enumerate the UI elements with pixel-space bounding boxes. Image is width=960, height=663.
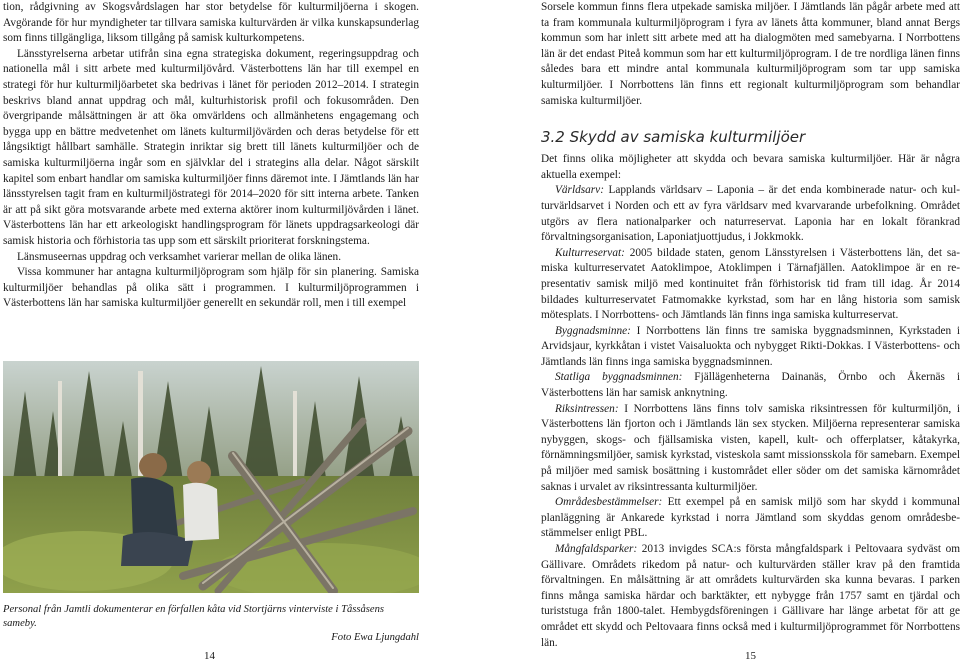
list-item xyxy=(541,542,960,651)
caption-text: Personal från Jamtli dokumenterar en förfallen kåta vid Stortjärns vinterviste i Tåssåsens sameby. xyxy=(3,604,385,629)
section-heading: 3.2 Skydd av samiska kulturmiljöer xyxy=(541,128,806,147)
item-term: Riksintressen: xyxy=(555,402,619,415)
item-text: 2005 bildade staten, genom Länsstyrelsen i Västerbottens län, det samiska kulturreservatet Aatoklimpoe, Atoklimpen i Tärnafjällen. Aatoklimpoe är en representativ samisk miljö med kontinuitet från förhistorisk tid fram till idag. År 2014 bildades kulturreservatet Fatmomakke kyrkstad, som har en lång historia som samisk mötesplats. I Norrbottens- och Jämtlands län finns inga samiska kulturreservat. xyxy=(541,246,960,322)
page-number-right: 15 xyxy=(745,650,756,662)
paragraph: Det finns olika möjligheter att skydda och bevara samiska kulturmiljöer. Här är några aktuella exempel: xyxy=(541,153,960,181)
item-text: Fjällägenheterna Dainanäs, Örnbo och Åkernäs i Västerbottens län har samisk anknytning. xyxy=(541,371,960,400)
item-term: Områdesbestämmelser: xyxy=(555,496,663,509)
paragraph: Sorsele kommun finns flera utpekade samiska miljöer. I Jämtlands län pågår arbete med att ta fram kommunala kulturmiljöprogram i fyra av länets åtta kommuner, bland annat Bergs kommun som har inlett sitt arbete med att ha dialogmöten med samebyarna. I Norrbottens län är det endast Piteå kommun som har ett kulturmiljöprogram. I de tre nordliga länen finns således bara ett mindre antal kommunala kulturmiljöprogram som tar upp samiska kulturmiljöer. I Norrbottens län finns ett regionalt kulturmiljöprogram som behandlar samiska kulturmiljöer. xyxy=(541,1,960,107)
item-text: Lapplands världsarv – Laponia – är det enda kombinerade natur- och kulturvärldsarvet i Norden och ett av fyra världsarv med kvarvarande urbefolkning. Området utgörs av flera nationalparker och naturreservat. Laponia har en lokalt förankrad förvaltningsorganisation, Laponiatjuottjudus, i Jokkmokk. xyxy=(541,184,960,244)
photo-credit: Foto Ewa Ljungdahl xyxy=(331,632,419,643)
item-term: Mångfaldsparker: xyxy=(555,543,638,555)
paragraph: Vissa kommuner har antagna kulturmiljöprogram som hjälp för sin planering. Samiska kulturmiljöer behandlas på olika sätt i programmen. I kulturmiljöprogrammen i Västerbottens län har samiska kulturmiljöer generellt en sekundär roll, men i till exempel xyxy=(3,266,419,310)
item-term: Kulturreservat: xyxy=(555,246,625,259)
paragraph: tion, rådgivning av Skogsvårdslagen har stor betydelse för kulturmiljöerna i skogen. Avgörande för hur myndigheter tar tillvara samiska kulturvärden är vilka kunskapsunderlag som finns tillgängliga, liksom tillgång på samisk kulturkompetens. xyxy=(3,1,419,45)
page-number-left: 14 xyxy=(204,650,215,662)
list-item xyxy=(541,495,960,542)
item-term: Världsarv: xyxy=(555,184,604,197)
list-item xyxy=(541,402,960,496)
item-text: Ett exempel på en samisk miljö som har skydd i kommunal planläggning är Ankarede kyrkstad i norra Jämtland som skyddas genom områdesbestämmelser enligt PBL. xyxy=(541,496,960,540)
list-item xyxy=(541,246,960,324)
list-item xyxy=(541,370,960,401)
paragraph: Länsstyrelserna arbetar utifrån sina egna strategiska dokument, regeringsuppdrag och nationella mål i sitt arbete med kulturmiljövård. Västerbottens län har till exempel en strategi för hur kulturmiljöarbetet ska bedrivas i länet för perioden 2012–2014. I strategin beskrivs bland annat uppdrag och mål, kulturhistorisk profil och fokusområden. Den övergripande målsättningen är att öka omvärldens och allmänhetens engagemang och bygga upp en bättre medvetenhet om länets kulturmiljövärden och deras betydelse för ett långsiktigt hållbart samhälle. Strategin inriktar sig brett till länets kulturmiljöer och de samiska kulturmiljöerna ingår som en självklar del i strategins alla delar. Något särskilt kapitel som enbart handlar om samiska kulturmiljöer finns däremot inte. I Jämtlands län har länsstyrelsen tagit fram en kulturmiljöstrategi för 2014–2020 för sitt interna arbete. Tanken är att på sikt göra motsvarande arbete med externa aktörer inom kulturmiljövården i länet. Västerbottens län har ett arkeologiskt handlingsprogram för länets uppdragsarkeologi där samisk historia och förhistoria tas upp som ett särskilt prioriterat forskningstema. xyxy=(3,47,419,247)
left-page-text xyxy=(3,0,419,312)
photo-caption xyxy=(3,603,419,645)
list-item xyxy=(541,324,960,371)
paragraph: Länsmuseernas uppdrag och verksamhet varierar mellan de olika länen. xyxy=(17,250,342,263)
item-text: I Norrbottens län finns tre samiska byggnadsminnen, Kyrkstaden i Arvidsjaur, kyrkkåtan i vistet Vaisaluokta och nybygget Rikti-Dokkas. I Västerbottens- och Jämtlands län finns inga samiska byggnadsminnen. xyxy=(541,324,960,368)
item-term: Byggnadsminne: xyxy=(555,324,631,337)
item-text: I Norrbottens läns finns tolv samiska riksintressen för kulturmiljön, i Västerbottens län fjorton och i Jämtlands län sex stycken. Miljöerna representerar samiska nybyggen, skogs- och fjällsamiska visten, kapell, kult- och offerplatser, kåtakyrka, förnämningsmiljöer, samisk kyrkstad, visteskola samt missionsskola för samebarn. Exempel på miljöer med samisk bosättning i kustområdet eller söder om det samiska kärnområdet saknas i urvalet av riksintressanta kulturmiljöer. xyxy=(541,402,960,493)
forest-photo xyxy=(3,361,419,593)
item-term: Statliga byggnadsminnen: xyxy=(555,371,683,384)
item-text: 2013 invigdes SCA:s första mångfaldspark i Peltovaara sydväst om Gällivare. Områdets rikedom på natur- och kulturvärden ställer krav på den framtida förvaltningen. En målsättning är att områdets kulturvärden ska kunna bevaras. I parken finns många samiska härdar och barktäkter, ett nybygge från 1757 samt en tjärdal och turiststuga från 1800-talet. Hembygdsföreningen i Gällivare har länge arbetat för att ge området ett skydd och Peltovaara finns också med i kulturmiljöprogrammet för Norrbottens län. xyxy=(541,543,960,649)
list-item xyxy=(541,183,960,245)
right-page-text xyxy=(541,0,960,651)
